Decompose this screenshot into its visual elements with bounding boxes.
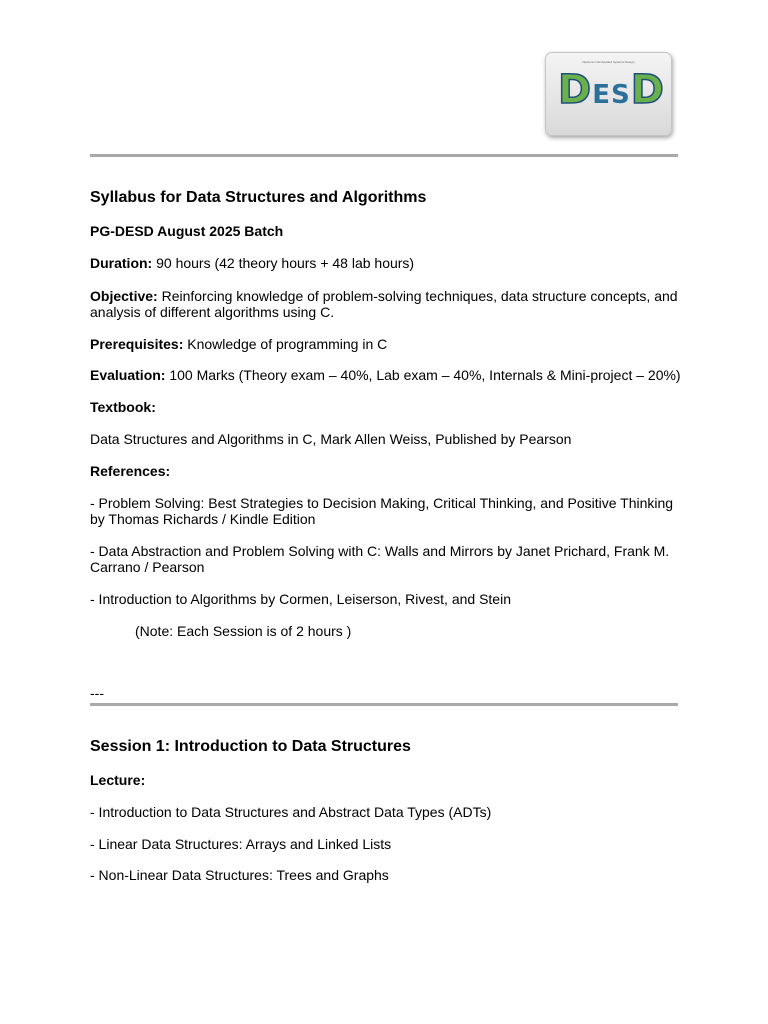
reference-1-line-1: - Problem Solving: Best Strategies to Decision Making, Critical Thinking, and Positive Thinking bbox=[90, 495, 674, 511]
separator-text: --- bbox=[90, 685, 104, 701]
duration-label: Duration: bbox=[90, 255, 153, 271]
objective-text: Reinforcing knowledge of problem-solving techniques, data structure concepts, and bbox=[157, 288, 678, 304]
reference-1-line-2: by Thomas Richards / Kindle Edition bbox=[90, 511, 316, 527]
lecture-item: - Non-Linear Data Structures: Trees and Graphs bbox=[90, 867, 389, 883]
evaluation-value: 100 Marks (Theory exam – 40%, Lab exam – 40%, Internals & Mini-project – 20%) bbox=[165, 367, 681, 383]
duration-line bbox=[90, 255, 414, 271]
lecture-item: - Introduction to Data Structures and Abstract Data Types (ADTs) bbox=[90, 804, 492, 820]
objective-line-1 bbox=[90, 288, 678, 304]
prerequisites-line bbox=[90, 336, 387, 352]
session-note: (Note: Each Session is of 2 hours ) bbox=[135, 623, 352, 639]
batch-heading: PG-DESD August 2025 Batch bbox=[90, 223, 284, 239]
lecture-item: - Linear Data Structures: Arrays and Linked Lists bbox=[90, 836, 392, 852]
desd-logo bbox=[545, 52, 672, 136]
references-label: References: bbox=[90, 463, 171, 479]
lecture-label: Lecture: bbox=[90, 772, 146, 788]
logo-wordmark bbox=[558, 67, 665, 113]
reference-2-line-2: Carrano / Pearson bbox=[90, 559, 205, 575]
section-divider bbox=[90, 703, 678, 706]
logo-letters-es: ES bbox=[592, 80, 631, 110]
logo-letter-d1: D bbox=[558, 67, 593, 113]
header-divider bbox=[90, 154, 678, 157]
evaluation-label: Evaluation: bbox=[90, 367, 166, 383]
evaluation-line bbox=[90, 367, 681, 383]
logo-tagline: Diploma in Embedded Systems Design bbox=[582, 60, 635, 64]
textbook-label: Textbook: bbox=[90, 399, 156, 415]
duration-value: 90 hours (42 theory hours + 48 lab hours) bbox=[152, 255, 415, 271]
objective-line-2: analysis of different algorithms using C. bbox=[90, 304, 335, 320]
prerequisites-value: Knowledge of programming in C bbox=[183, 336, 388, 352]
prerequisites-label: Prerequisites: bbox=[90, 336, 184, 352]
reference-3: - Introduction to Algorithms by Cormen, Leiserson, Rivest, and Stein bbox=[90, 591, 511, 607]
session-1-title: Session 1: Introduction to Data Structures bbox=[90, 738, 411, 755]
textbook-value: Data Structures and Algorithms in C, Mark Allen Weiss, Published by Pearson bbox=[90, 431, 572, 447]
page-title: Syllabus for Data Structures and Algorithms bbox=[90, 189, 427, 206]
reference-2-line-1: - Data Abstraction and Problem Solving with C: Walls and Mirrors by Janet Prichard, Frank M. bbox=[90, 543, 670, 559]
logo-letter-d2: D bbox=[630, 67, 665, 113]
objective-label: Objective: bbox=[90, 288, 158, 304]
